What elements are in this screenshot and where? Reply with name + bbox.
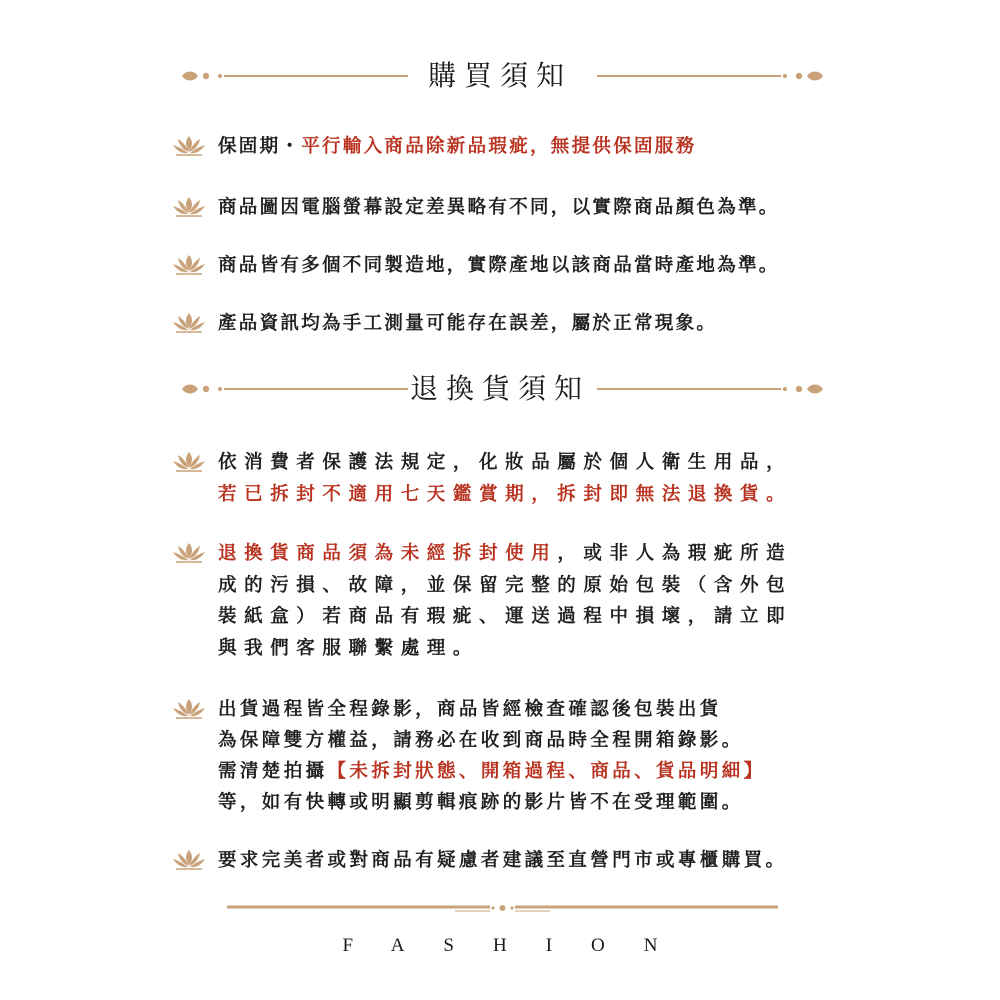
purchase-item-text: 商品圖因電腦螢幕設定差異略有不同，以實際商品顏色為準。 — [218, 197, 780, 218]
returns-section-header — [0, 359, 1000, 419]
recording-highlight: 【未拆封狀態、開箱過程、商品、貨品明細】 — [327, 761, 766, 782]
purchase-title: 購買須知 — [427, 59, 572, 92]
lotus-ornament-icon — [172, 541, 206, 563]
lotus-ornament-icon — [172, 195, 206, 217]
condition-highlight: 退換貨商品須為未經拆封使用 — [218, 543, 558, 564]
condition-line-1-rest: ，或非人為瑕疵所造 — [557, 543, 793, 564]
perfection-line-1: 要求完美者或對商品有疑慮者建議至直營門市或專櫃購買。 — [218, 850, 788, 871]
lotus-ornament-icon — [172, 848, 206, 870]
returns-title: 退換貨須知 — [409, 372, 590, 405]
regulation-line-2: 若已拆封不適用七天鑑賞期，拆封即無法退換貨。 — [218, 483, 793, 505]
lotus-ornament-icon — [172, 697, 206, 719]
condition-line-4: 與我們客服聯繫處理。 — [218, 637, 480, 659]
purchase-item-text: 產品資訊均為手工測量可能存在誤差，屬於正常現象。 — [218, 313, 718, 334]
regulation-line-1: 依消費者保護法規定，化妝品屬於個人衛生用品， — [218, 452, 793, 473]
recording-line-3-prefix: 需清楚拍攝 — [218, 761, 328, 782]
footer-ornament-divider — [225, 900, 780, 916]
footer-brand: FASHION — [342, 935, 697, 956]
recording-line-1: 出貨過程皆全程錄影，商品皆經檢查確認後包裝出貨 — [218, 699, 722, 720]
recording-line-2: 為保障雙方權益，請務必在收到商品時全程開箱錄影。 — [218, 730, 744, 751]
condition-line-2: 成的污損、故障，並保留完整的原始包裝（含外包 — [218, 574, 793, 596]
purchase-item-text: 商品皆有多個不同製造地，實際產地以該商品當時產地為準。 — [218, 255, 780, 276]
condition-line-3: 裝紙盒）若商品有瑕疵、運送過程中損壞，請立即 — [218, 606, 793, 627]
lotus-ornament-icon — [172, 253, 206, 275]
lotus-ornament-icon — [172, 134, 206, 156]
warranty-highlight: 平行輸入商品除新品瑕疵，無提供保固服務 — [301, 136, 697, 157]
lotus-ornament-icon — [172, 450, 206, 472]
right-ornament-divider — [595, 68, 825, 84]
right-ornament-divider — [595, 381, 825, 397]
purchase-section-header — [0, 46, 1000, 106]
warranty-label: 保固期・ — [218, 136, 302, 157]
lotus-ornament-icon — [172, 311, 206, 333]
recording-line-4: 等，如有快轉或明顯剪輯痕跡的影片皆不在受理範圍。 — [218, 792, 744, 813]
